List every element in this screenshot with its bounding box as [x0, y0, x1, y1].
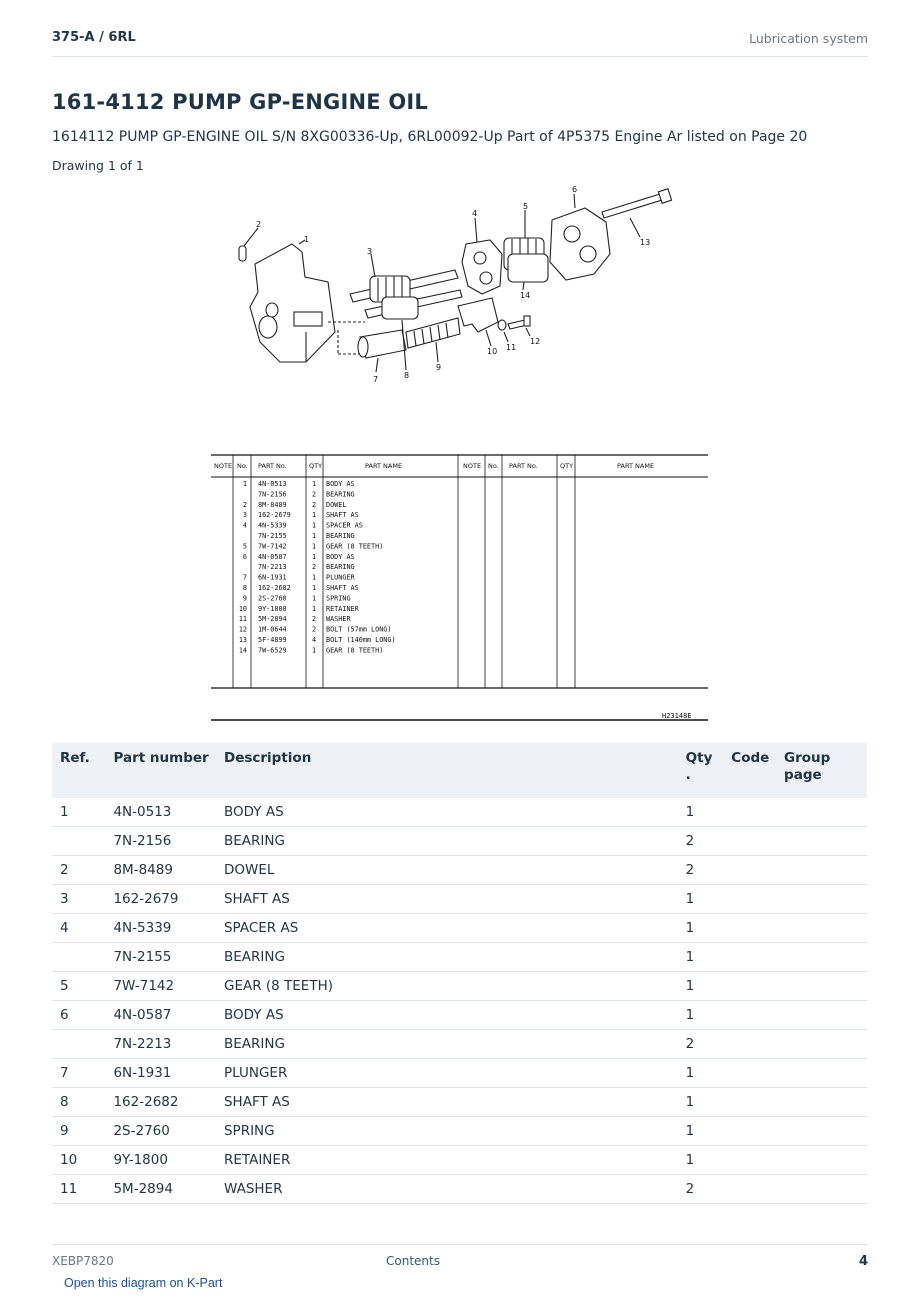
row-description: SPRING — [220, 1117, 682, 1146]
row-code — [727, 1146, 780, 1175]
row-group-page — [780, 1001, 867, 1030]
diagram-row-qty: 1 — [311, 542, 317, 551]
row-code — [727, 972, 780, 1001]
table-row — [52, 856, 867, 885]
callout-6: 6 — [572, 185, 578, 194]
diagram-row-part: 7N-2156 — [258, 490, 287, 499]
row-code — [727, 1088, 780, 1117]
callout-8: 8 — [404, 371, 410, 380]
diagram-row-qty: 1 — [311, 552, 317, 561]
table-row — [52, 1117, 867, 1146]
table-row — [52, 827, 867, 856]
model-label: 375-A / 6RL — [52, 30, 136, 45]
diagram-row-no: 1 — [242, 480, 247, 488]
diagram-row-part: 4N-0513 — [258, 480, 287, 488]
row-ref: 6 — [52, 1001, 109, 1030]
diagram-row-part: 2S-2760 — [258, 594, 287, 603]
diagram-row-name: BEARING — [326, 563, 355, 572]
col-part-number: Part number — [113, 750, 209, 766]
row-part-number: 2S-2760 — [109, 1117, 220, 1146]
row-qty: 1 — [682, 943, 728, 972]
table-row — [52, 1146, 867, 1175]
table-row — [52, 885, 867, 914]
row-ref: 10 — [52, 1146, 109, 1175]
diagram-col-no-2: No. — [488, 462, 499, 470]
row-part-number: 7N-2213 — [109, 1030, 220, 1059]
drawing-count: Drawing 1 of 1 — [52, 158, 144, 173]
row-part-number: 7N-2156 — [109, 827, 220, 856]
diagram-row-qty: 2 — [311, 563, 317, 572]
diagram-row-name: DOWEL — [326, 500, 347, 509]
page-subtitle: 1614112 PUMP GP-ENGINE OIL S/N 8XG00336-Up, 6RL00092-Up Part of 4P5375 Engine Ar listed on Page 20 — [52, 129, 808, 145]
diagram-row-name: BOLT (140mm LONG) — [326, 636, 396, 644]
row-description: GEAR (8 TEETH) — [220, 972, 682, 1001]
diagram-row-part: 4N-5339 — [258, 521, 287, 530]
row-part-number: 162-2682 — [109, 1088, 220, 1117]
exploded-parts-diagram — [210, 182, 710, 727]
row-code — [727, 1001, 780, 1030]
table-row — [52, 1175, 867, 1204]
row-qty: 1 — [682, 1059, 728, 1088]
diagram-col-name: PART NAME — [365, 462, 403, 470]
callout-2: 2 — [256, 220, 262, 229]
diagram-row-qty: 4 — [311, 636, 317, 644]
diagram-row-part: 162-2682 — [258, 584, 291, 592]
diagram-row-name: SHAFT AS — [326, 584, 359, 592]
diagram-row-qty: 2 — [311, 490, 317, 499]
row-part-number: 7W-7142 — [109, 972, 220, 1001]
diagram-row-no: 10 — [238, 604, 247, 613]
diagram-rows — [239, 480, 396, 654]
doc-id: XEBP7820 — [52, 1254, 114, 1268]
diagram-row-part: 7W-7142 — [258, 542, 287, 551]
callout-1: 1 — [304, 235, 310, 244]
table-row — [52, 1001, 867, 1030]
diagram-row-no: 13 — [238, 636, 247, 644]
col-group-page: Group page — [784, 750, 831, 783]
row-ref: 9 — [52, 1117, 109, 1146]
row-ref: 8 — [52, 1088, 109, 1117]
row-group-page — [780, 885, 867, 914]
retainer-part-shape — [458, 298, 498, 332]
table-row — [52, 972, 867, 1001]
row-part-number: 7N-2155 — [109, 943, 220, 972]
row-code — [727, 1030, 780, 1059]
row-description: BODY AS — [220, 1001, 682, 1030]
row-part-number: 6N-1931 — [109, 1059, 220, 1088]
row-qty: 1 — [682, 914, 728, 943]
diagram-row-name: BEARING — [326, 490, 355, 499]
row-description: BEARING — [220, 827, 682, 856]
gear-part-shape — [508, 254, 548, 282]
row-code — [727, 1059, 780, 1088]
row-qty: 1 — [682, 972, 728, 1001]
diagram-row-name: GEAR (8 TEETH) — [326, 646, 384, 655]
row-description: BEARING — [220, 943, 682, 972]
row-qty: 1 — [682, 1088, 728, 1117]
row-code — [727, 943, 780, 972]
open-kpart-link[interactable]: Open this diagram on K-Part — [64, 1276, 223, 1290]
row-qty: 1 — [682, 1117, 728, 1146]
diagram-row-qty: 1 — [311, 573, 317, 582]
table-row — [52, 1088, 867, 1117]
diagram-row-name: SPACER AS — [326, 521, 363, 530]
row-ref: 5 — [52, 972, 109, 1001]
page-footer — [52, 1244, 868, 1275]
callout-12: 12 — [530, 337, 541, 346]
col-ref: Ref. — [60, 750, 90, 766]
col-qty: Qty . — [685, 750, 713, 783]
pump-body-part-shape — [550, 208, 610, 280]
diagram-row-name: GEAR (8 TEETH) — [326, 542, 384, 551]
callout-11: 11 — [506, 343, 517, 352]
section-label: Lubrication system — [749, 31, 868, 46]
row-group-page — [780, 943, 867, 972]
row-code — [727, 856, 780, 885]
contents-link[interactable]: Contents — [386, 1254, 440, 1268]
row-group-page — [780, 1146, 867, 1175]
row-description: PLUNGER — [220, 1059, 682, 1088]
callout-9: 9 — [436, 363, 442, 372]
diagram-row-qty: 1 — [311, 584, 317, 592]
diagram-row-part: 8M-8489 — [258, 500, 287, 509]
diagram-row-no: 2 — [242, 500, 247, 509]
row-part-number: 4N-5339 — [109, 914, 220, 943]
diagram-row-part: 7N-2155 — [258, 532, 287, 540]
diagram-row-name: PLUNGER — [326, 573, 355, 582]
diagram-row-name: BOLT (57mm LONG) — [326, 625, 392, 634]
row-description: DOWEL — [220, 856, 682, 885]
diagram-row-part: 162-2679 — [258, 511, 291, 520]
row-ref: 11 — [52, 1175, 109, 1204]
diagram-col-qty-2: QTY — [560, 462, 574, 470]
row-part-number: 8M-8489 — [109, 856, 220, 885]
row-code — [727, 827, 780, 856]
diagram-svg — [210, 182, 710, 727]
diagram-row-no: 3 — [242, 511, 247, 520]
diagram-col-note: NOTE — [214, 462, 233, 470]
diagram-row-part: 1M-0644 — [258, 625, 287, 634]
row-qty: 1 — [682, 1146, 728, 1175]
callout-10: 10 — [487, 347, 498, 356]
diagram-row-qty: 1 — [311, 521, 317, 530]
diagram-row-qty: 2 — [311, 615, 317, 624]
row-description: SPACER AS — [220, 914, 682, 943]
row-part-number: 162-2679 — [109, 885, 220, 914]
row-group-page — [780, 827, 867, 856]
row-group-page — [780, 972, 867, 1001]
row-code — [727, 798, 780, 827]
row-description: SHAFT AS — [220, 1088, 682, 1117]
row-group-page — [780, 856, 867, 885]
diagram-row-name: BEARING — [326, 532, 355, 540]
page-header — [52, 28, 868, 57]
parts-table-body — [52, 798, 867, 1204]
row-group-page — [780, 914, 867, 943]
row-code — [727, 1175, 780, 1204]
diagram-row-qty: 1 — [311, 532, 317, 540]
diagram-row-no: 5 — [242, 542, 247, 551]
callout-5: 5 — [523, 202, 529, 211]
diagram-row-part: 9Y-1800 — [258, 604, 287, 613]
row-qty: 2 — [682, 1175, 728, 1204]
row-ref — [52, 943, 109, 972]
diagram-row-no: 14 — [238, 646, 247, 655]
row-description: SHAFT AS — [220, 885, 682, 914]
diagram-row-no: 8 — [242, 584, 247, 592]
row-ref: 4 — [52, 914, 109, 943]
spring-part-shape — [406, 318, 460, 348]
diagram-row-qty: 2 — [311, 500, 317, 509]
parts-table-header — [52, 743, 867, 798]
diagram-row-qty: 1 — [311, 511, 317, 520]
parts-table — [52, 743, 867, 1204]
dowel-part-shape — [239, 246, 246, 261]
row-description: BEARING — [220, 1030, 682, 1059]
row-code — [727, 914, 780, 943]
row-group-page — [780, 1059, 867, 1088]
diagram-row-part: 6N-1931 — [258, 573, 287, 582]
diagram-row-qty: 1 — [311, 480, 317, 488]
diagram-row-qty: 1 — [311, 646, 317, 655]
col-description: Description — [223, 750, 312, 766]
row-code — [727, 885, 780, 914]
row-part-number: 4N-0587 — [109, 1001, 220, 1030]
row-part-number: 5M-2894 — [109, 1175, 220, 1204]
row-qty: 1 — [682, 798, 728, 827]
row-qty: 2 — [682, 827, 728, 856]
row-description: RETAINER — [220, 1146, 682, 1175]
row-qty: 1 — [682, 885, 728, 914]
diagram-row-qty: 1 — [311, 604, 317, 613]
diagram-row-name: BODY AS — [326, 552, 355, 561]
diagram-row-part: 7N-2213 — [258, 563, 287, 572]
row-ref: 1 — [52, 798, 109, 827]
diagram-row-qty: 1 — [311, 594, 317, 603]
diagram-row-name: SPRING — [326, 594, 351, 603]
row-part-number: 4N-0513 — [109, 798, 220, 827]
col-code: Code — [731, 750, 770, 766]
row-ref: 3 — [52, 885, 109, 914]
callout-14: 14 — [520, 291, 531, 300]
page-title: 161-4112 PUMP GP-ENGINE OIL — [52, 90, 428, 114]
spacer-part-shape — [462, 240, 502, 294]
diagram-row-part: 4N-0587 — [258, 552, 287, 561]
diagram-row-name: RETAINER — [326, 604, 359, 613]
callout-13: 13 — [640, 238, 651, 247]
table-row — [52, 1059, 867, 1088]
page-number: 4 — [858, 1254, 868, 1269]
washer-part-shape — [498, 320, 506, 330]
diagram-row-name: BODY AS — [326, 480, 355, 488]
table-row — [52, 1030, 867, 1059]
diagram-col-part: PART No. — [258, 462, 287, 470]
row-part-number: 9Y-1800 — [109, 1146, 220, 1175]
table-row — [52, 914, 867, 943]
row-ref: 2 — [52, 856, 109, 885]
row-ref — [52, 1030, 109, 1059]
row-group-page — [780, 1175, 867, 1204]
callout-7: 7 — [373, 375, 379, 384]
diagram-row-part: 5M-2894 — [258, 615, 287, 624]
diagram-row-part: 7W-6529 — [258, 646, 287, 655]
row-qty: 2 — [682, 1030, 728, 1059]
row-group-page — [780, 1117, 867, 1146]
table-row — [52, 943, 867, 972]
row-description: BODY AS — [220, 798, 682, 827]
callout-4: 4 — [472, 209, 478, 218]
diagram-row-no: 7 — [242, 573, 247, 582]
diagram-row-name: WASHER — [326, 615, 351, 624]
row-ref: 7 — [52, 1059, 109, 1088]
callout-3: 3 — [367, 247, 373, 256]
diagram-row-no: 11 — [238, 615, 247, 624]
row-group-page — [780, 798, 867, 827]
diagram-col-note-2: NOTE — [463, 462, 482, 470]
diagram-row-qty: 2 — [311, 625, 317, 634]
row-group-page — [780, 1088, 867, 1117]
row-group-page — [780, 1030, 867, 1059]
diagram-row-no: 12 — [238, 625, 247, 634]
body-part-shape — [250, 244, 335, 362]
diagram-col-name-2: PART NAME — [617, 462, 655, 470]
diagram-row-no: 6 — [242, 552, 247, 561]
diagram-col-no: No. — [237, 462, 248, 470]
diagram-row-no: 4 — [242, 521, 247, 530]
drawing-id: H23148E — [662, 712, 692, 720]
row-ref — [52, 827, 109, 856]
row-description: WASHER — [220, 1175, 682, 1204]
row-qty: 1 — [682, 1001, 728, 1030]
table-row — [52, 798, 867, 827]
diagram-row-part: 5F-4899 — [258, 636, 287, 644]
row-qty: 2 — [682, 856, 728, 885]
diagram-row-no: 9 — [242, 594, 247, 603]
diagram-col-qty: QTY — [309, 462, 323, 470]
diagram-col-part-2: PART No. — [509, 462, 538, 470]
row-code — [727, 1117, 780, 1146]
diagram-row-name: SHAFT AS — [326, 511, 359, 520]
bolt-part-shape — [602, 194, 662, 218]
